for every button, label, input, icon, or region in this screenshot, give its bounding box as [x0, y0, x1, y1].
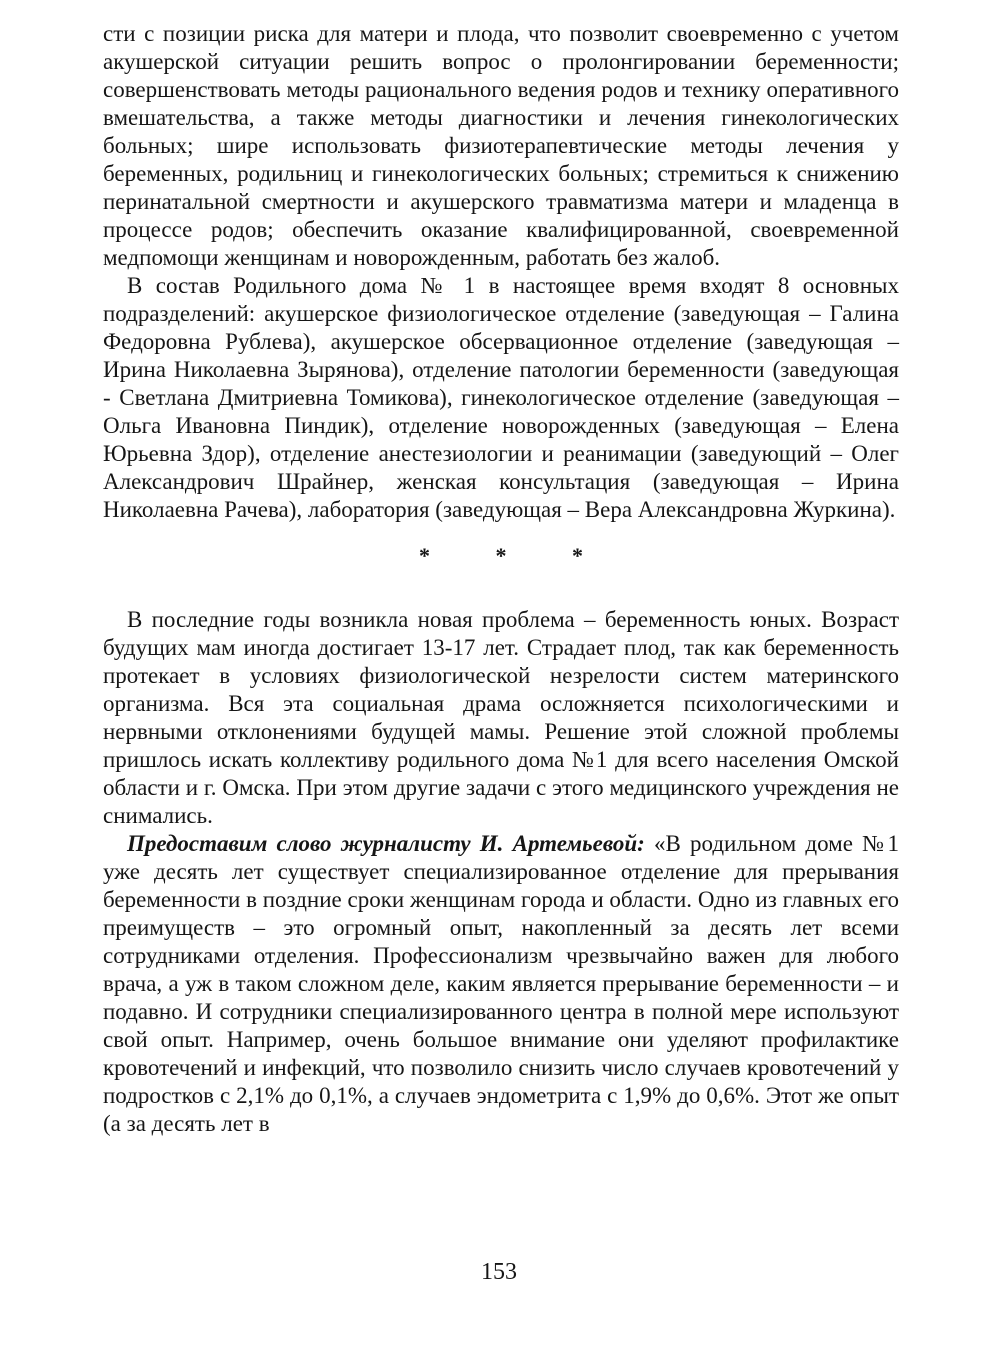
page-number: 153: [481, 1259, 517, 1285]
paragraph-journalist-quote: [103, 830, 899, 1138]
section-separator: * * *: [419, 543, 613, 568]
quote-text: «В родильном доме №1 уже десять лет существует специализированное отделение для прерывания беременности в поздние сроки женщинам города и области. Одно из главных его преимуществ – это огромный опыт, накопленный за десять лет всеми сотрудниками отделения. Профессионализм чрезвычайно важен для любого врача, а уж в таком сложном деле, каким является прерывание беременности – и подавно. И сотрудники специализированного центра в полной мере используют свой опыт. Например, очень большое внимание они уделяют профилактике кровотечений и инфекций, что позволило снизить число случаев кровотечений у подростков с 2,1% до 0,1%, а случаев эндометрита с 1,9% до 0,6%. Этот же опыт (а за десять лет в: [103, 831, 899, 1136]
paragraph-continuation: сти с позиции риска для матери и плода, что позволит своевременно с учетом акушерской ситуации решить вопрос о пролонгировании беременности; совершенствовать методы рационального ведения родов и технику оперативного вмешательства, а также методы диагностики и лечения гинекологических больных; шире использовать физиотерапевтические методы лечения у беременных, родильниц и гинекологических больных; стремиться к снижению перинатальной смертности и акушерского травматизма матери и младенца в процессе родов; обеспечить оказание квалифицированной, своевременной медпомощи женщинам и новорожденным, работать без жалоб.: [103, 21, 899, 270]
paragraph-teen-pregnancy: В последние годы возникла новая проблема – беременность юных. Возраст будущих мам иногда достигает 13-17 лет. Страдает плод, так как беременность протекает в условиях физиологической незрелости систем материнского организма. Вся эта социальная драма осложняется психологическими и нервными отклонениями будущей мамы. Решение этой сложной проблемы пришлось искать коллективу родильного дома №1 для всего населения Омской области и г. Омска. При этом другие задачи с этого медицинского учреждения не снимались.: [103, 607, 899, 828]
text-column: [103, 20, 899, 1138]
paragraph-departments: В состав Родильного дома № 1 в настоящее время входят 8 основных подразделений: акушерское физиологическое отделение (заведующая – Галина Федоровна Рублева), акушерское обсервационное отделение (заведующая – Ирина Николаевна Зырянова), отделение патологии беременности (заведующая - Светлана Дмитриевна Томикова), гинекологическое отделение (заведующая – Ольга Ивановна Пиндик), отделение новорожденных (заведующая – Елена Юрьевна Здор), отделение анестезиологии и реанимации (заведующий – Олег Александрович Шрайнер, женская консультация (заведующая – Ирина Николаевна Рачева), лаборатория (заведующая – Вера Александровна Журкина).: [103, 273, 899, 522]
quote-lead: Предоставим слово журналисту И. Артемьевой:: [127, 831, 645, 856]
